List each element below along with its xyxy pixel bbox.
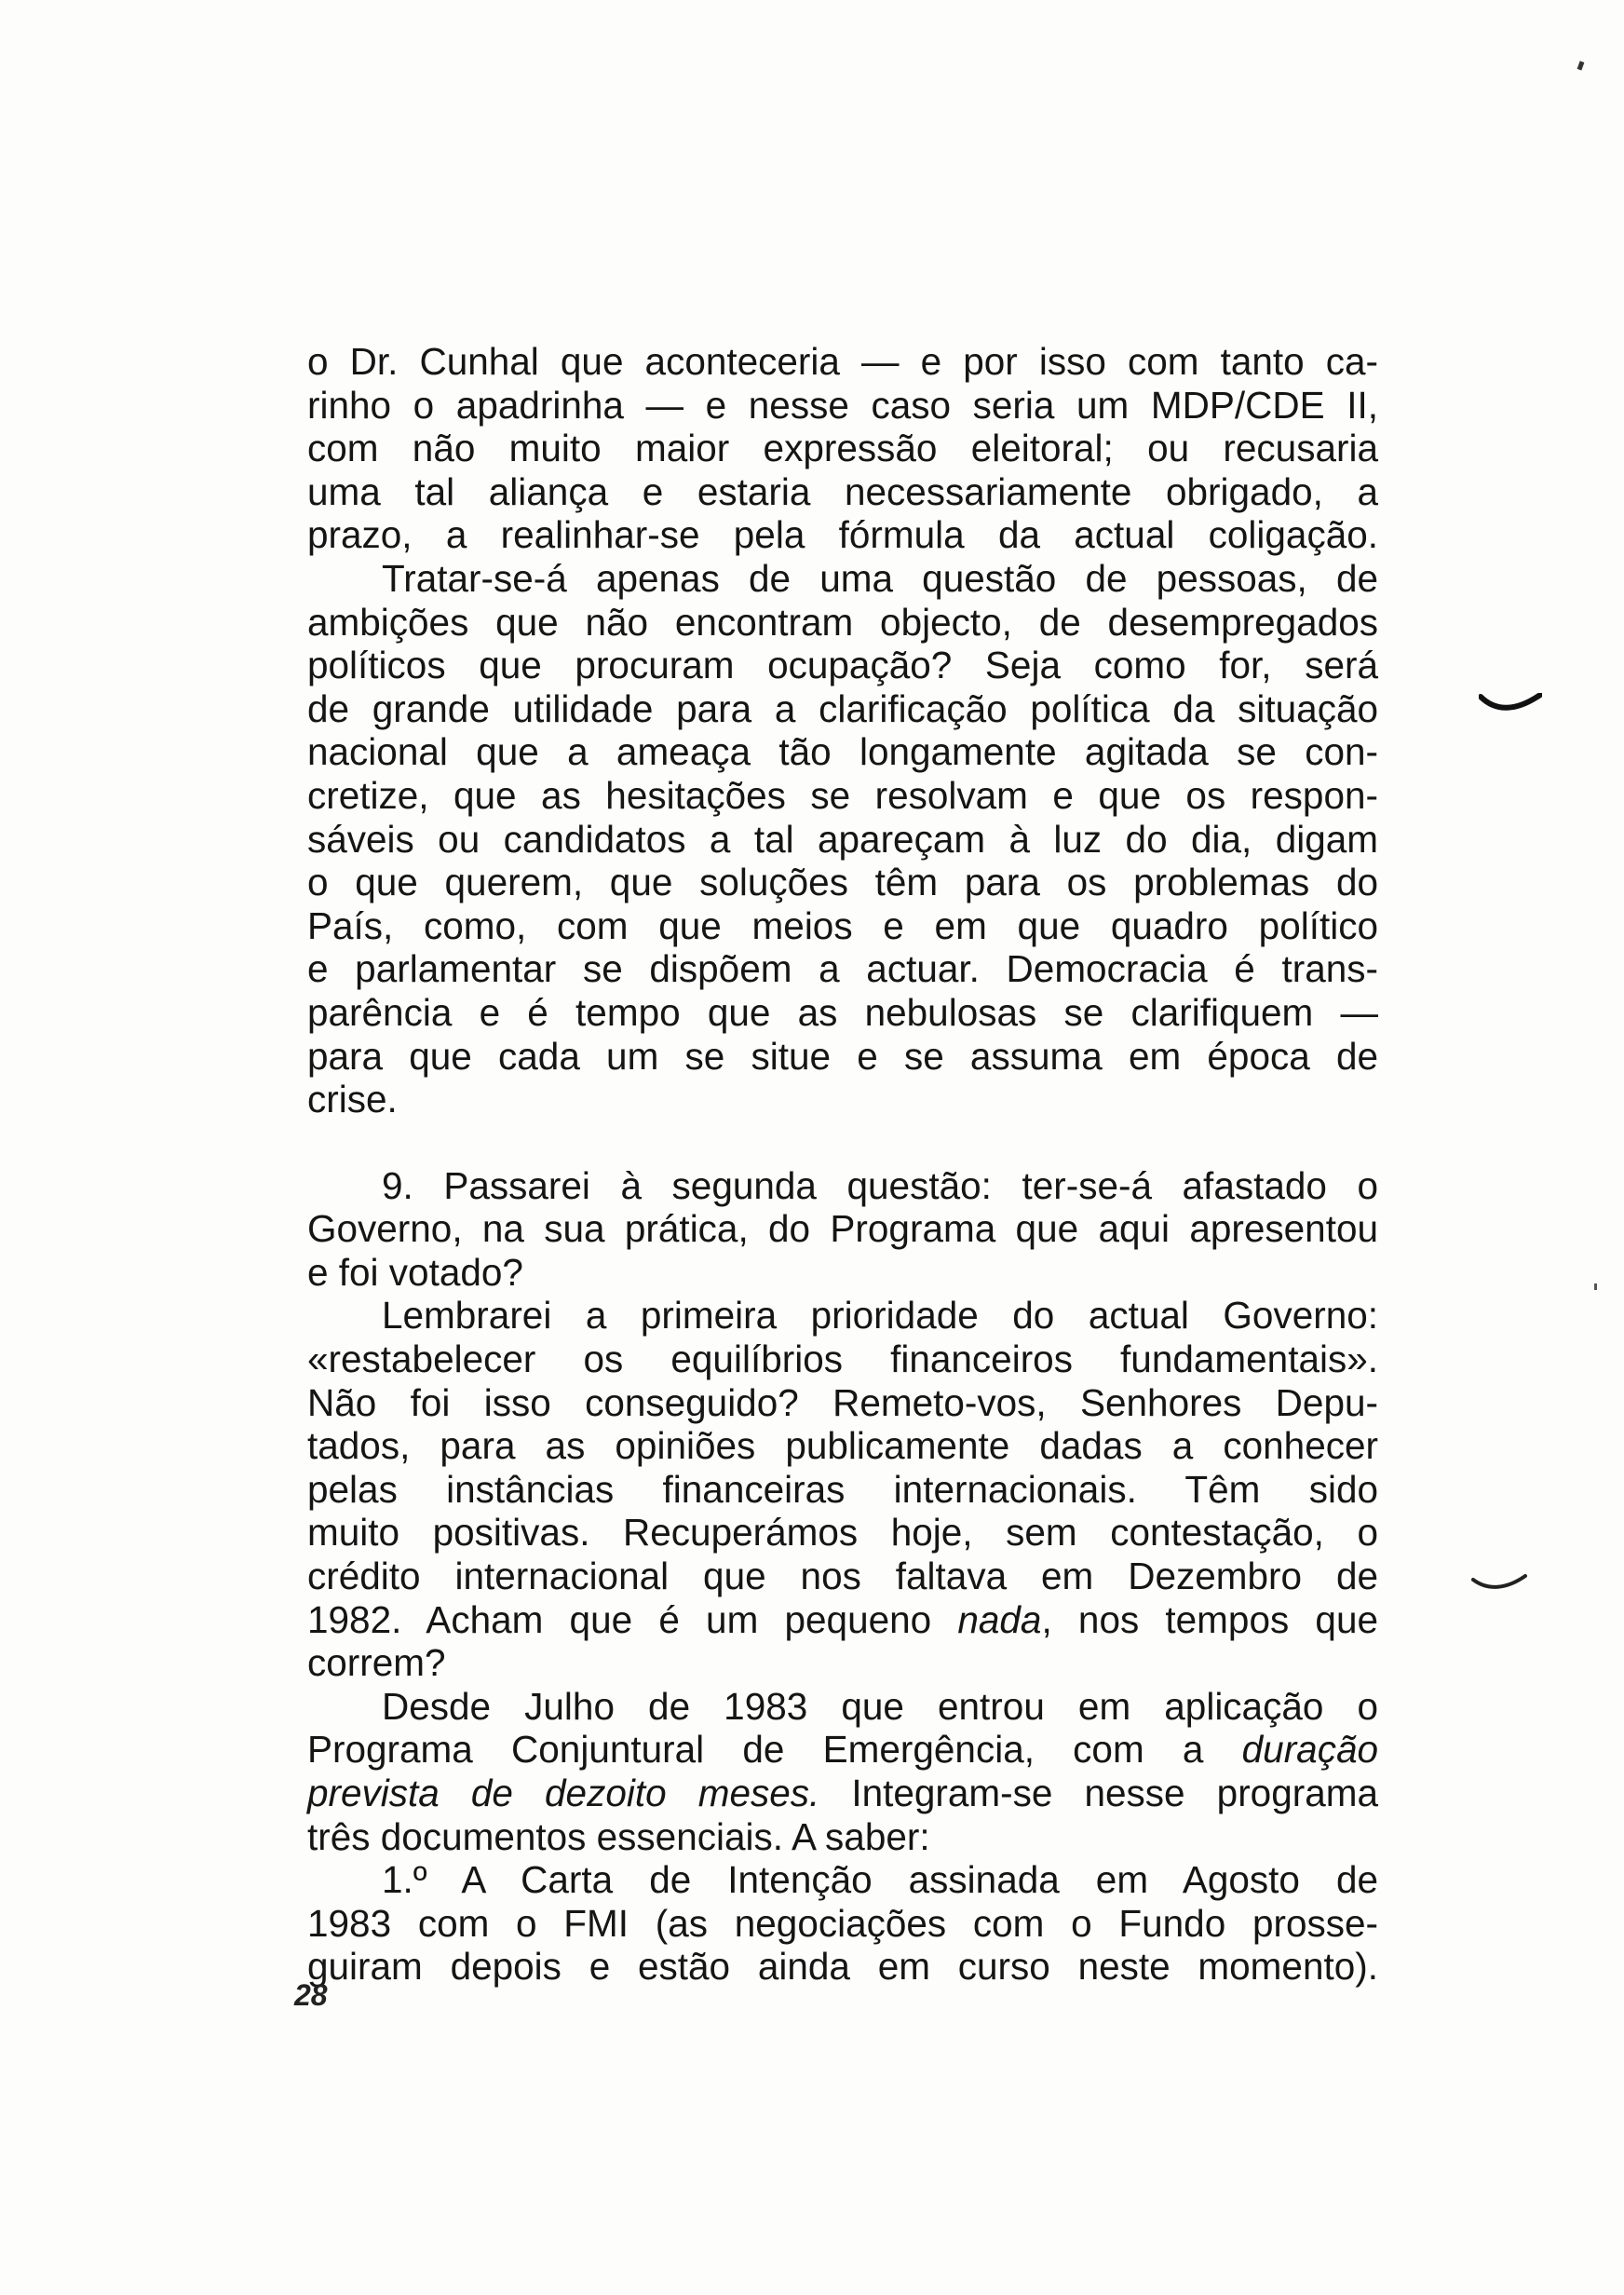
text-line: 1983 com o FMI (as negociações com o Fundo prosse- [307, 1901, 1378, 1945]
text-line: 9. Passarei à segunda questão: ter-se-á afastado o [382, 1163, 1378, 1207]
page-number: 28 [294, 1978, 328, 2012]
text-line: Lembrarei a primeira prioridade do actual Governo: [382, 1294, 1378, 1338]
text-line: rinho o apadrinha — e nesse caso seria um MDP/CDE II, [307, 383, 1378, 427]
text-line: Tratar-se-á apenas de uma questão de pessoas, de [382, 556, 1378, 600]
scan-speck [1594, 1283, 1597, 1290]
text-line: tados, para as opiniões publicamente dadas a conhecer [307, 1424, 1378, 1468]
list-item-line: 1.º A Carta de Intenção assinada em Agosto de [382, 1858, 1378, 1902]
text-line: e foi votado? [307, 1250, 523, 1294]
text-line: correm? [307, 1641, 446, 1685]
text-line: políticos que procuram ocupação? Seja como for, será [307, 644, 1378, 687]
text-line: guiram depois e estão ainda em curso neste momento). [307, 1945, 1378, 1989]
text-line: e parlamentar se dispõem a actuar. Democracia é trans- [307, 947, 1378, 991]
text-line: País, como, com que meios e em que quadro político [307, 903, 1378, 947]
text-line: sáveis ou candidatos a tal apareçam à luz do dia, digam [307, 817, 1378, 861]
text-line: cretize, que as hesitações se resolvam e que os respon- [307, 773, 1378, 817]
text-line: prazo, a realinhar-se pela fórmula da actual coligação. [307, 513, 1378, 557]
paragraph-gap [307, 1121, 1378, 1164]
text-line: nacional que a ameaça tão longamente agitada se con- [307, 730, 1378, 774]
margin-pen-mark [1479, 693, 1542, 713]
text-line: três documentos essenciais. A saber: [307, 1814, 930, 1858]
text-run: Programa Conjuntural de Emergência, com a [307, 1728, 1242, 1772]
italic-word: duração [1241, 1728, 1378, 1772]
text-line: para que cada um se situe e se assuma em época de [307, 1034, 1378, 1078]
text-line: uma tal aliança e estaria necessariamente obrigado, a [307, 469, 1378, 513]
text-line: parência e é tempo que as nebulosas se clarifiquem — [307, 990, 1378, 1034]
text-line: Governo, na sua prática, do Programa que aqui apresentou [307, 1207, 1378, 1251]
text-line: muito positivas. Recuperámos hoje, sem contestação, o [307, 1511, 1378, 1555]
text-run: , nos tempos que [1041, 1597, 1378, 1641]
text-line: crédito internacional que nos faltava em Dezembro de [307, 1555, 1378, 1598]
text-line: o que querem, que soluções têm para os problemas do [307, 861, 1378, 904]
text-run: Integram-se nesse programa [819, 1772, 1378, 1814]
text-line [307, 1728, 1378, 1772]
italic-word: nada [957, 1597, 1042, 1641]
text-line: de grande utilidade para a clarificação política da situação [307, 686, 1378, 730]
scan-speck [1577, 61, 1585, 70]
text-line: ambições que não encontram objecto, de desempregados [307, 600, 1378, 644]
text-line: o Dr. Cunhal que aconteceria — e por isso com tanto ca- [307, 340, 1378, 383]
text-line: Desde Julho de 1983 que entrou em aplicação o [382, 1684, 1378, 1728]
text-line: com não muito maior expressão eleitoral; ou recusaria [307, 427, 1378, 470]
text-line: Não foi isso conseguido? Remeto-vos, Senhores Depu- [307, 1380, 1378, 1424]
italic-phrase: prevista de dezoito meses. [307, 1772, 820, 1814]
text-line: pelas instâncias financeiras internacionais. Têm sido [307, 1467, 1378, 1511]
body-text [307, 340, 1378, 1989]
text-line: crise. [307, 1078, 398, 1121]
text-line: «restabelecer os equilíbrios financeiros fundamentais». [307, 1338, 1378, 1381]
text-run: 1982. Acham que é um pequeno [307, 1597, 958, 1641]
text-line [307, 1598, 1378, 1642]
text-line [307, 1772, 1378, 1815]
margin-pen-mark [1471, 1574, 1527, 1593]
